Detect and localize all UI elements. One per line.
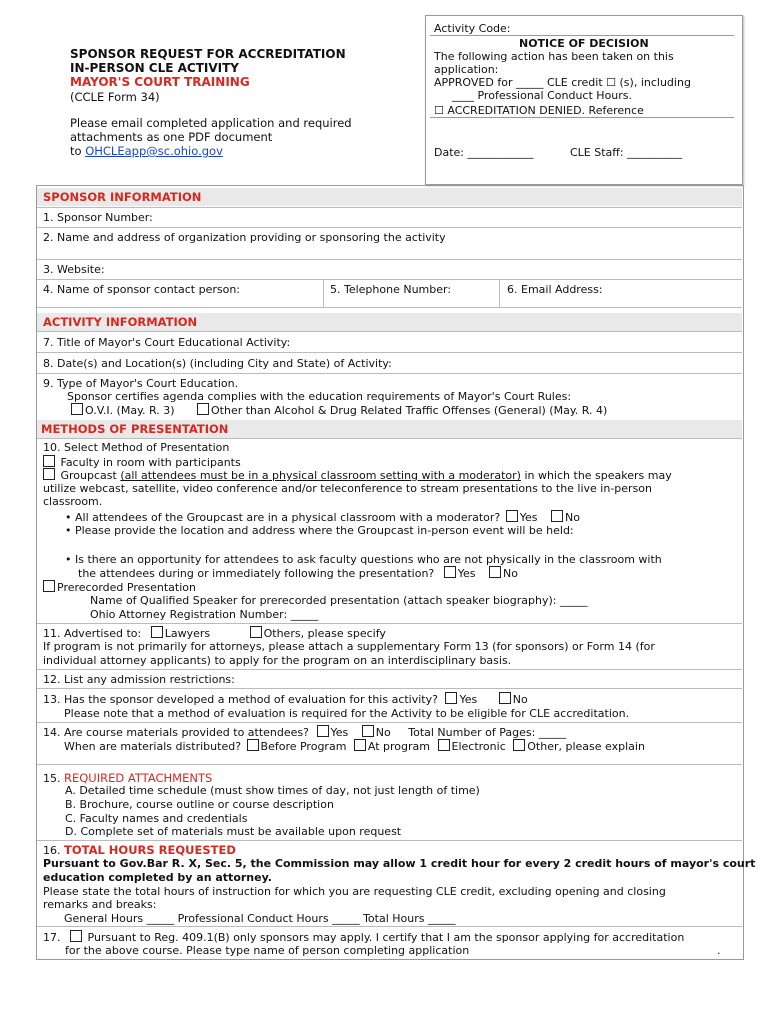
field-dates-locations[interactable]: 8. Date(s) and Location(s) (including City and State) of Activity:	[43, 357, 392, 370]
field-contact-person[interactable]: 4. Name of sponsor contact person:	[43, 283, 241, 296]
moderator-question-text: • All attendees of the Groupcast are in a physical classroom with a moderator?	[65, 511, 501, 524]
field-telephone[interactable]: 5. Telephone Number:	[330, 283, 452, 296]
faculty-questions-line-2	[78, 566, 518, 580]
groupcast-continued: in which the speakers may	[524, 469, 672, 482]
q11-advertised-to	[43, 626, 386, 640]
section-heading-total-hours: TOTAL HOURS REQUESTED	[64, 843, 236, 857]
groupcast-line-3: classroom.	[43, 495, 103, 508]
label-lawyers: Lawyers	[164, 627, 211, 640]
program-title: MAYOR'S COURT TRAINING	[70, 75, 250, 89]
section-heading-methods: METHODS OF PRESENTATION	[41, 422, 229, 436]
q14-materials	[43, 725, 566, 739]
label-other: Other, please explain	[527, 740, 645, 753]
label-groupcast: Groupcast	[60, 469, 117, 482]
attachment-c: C. Faculty names and credentials	[65, 812, 248, 825]
decision-date: Date: ____________	[434, 146, 534, 159]
label-no: No	[565, 511, 581, 524]
checkbox-groupcast[interactable]	[43, 468, 55, 480]
option-prerecorded[interactable]	[43, 580, 196, 594]
option-faculty-in-room[interactable]	[43, 455, 241, 469]
hours-note-line-2: remarks and breaks:	[43, 898, 157, 911]
instruction-line-1: Please email completed application and required	[70, 116, 352, 130]
section-heading-activity: ACTIVITY INFORMATION	[43, 315, 198, 329]
form-number: (CCLE Form 34)	[70, 90, 160, 104]
q16-number: 16.	[43, 844, 61, 857]
groupcast-moderator-question	[65, 510, 580, 524]
checkbox-other-offenses[interactable]	[197, 403, 209, 415]
certify-end: .	[717, 944, 721, 957]
certify-line-1: Pursuant to Reg. 409.1(B) only sponsors may apply. I certify that I am the sponsor applying for accreditation	[87, 931, 685, 944]
q17-certification	[43, 930, 684, 944]
attachment-a: A. Detailed time schedule (must show times of day, not just length of time)	[65, 784, 480, 797]
label-other-offenses: Other than Alcohol & Drug Related Traffic Offenses (General) (May. R. 4)	[211, 404, 608, 417]
q13-label: 13. Has the sponsor developed a method of evaluation for this activity?	[43, 693, 438, 706]
checkbox-certify[interactable]	[70, 930, 82, 942]
checkbox-others[interactable]	[250, 626, 262, 638]
label-yes: Yes	[330, 726, 349, 739]
checkbox-moderator-no[interactable]	[551, 510, 563, 522]
label-no: No	[512, 693, 528, 706]
q13-evaluation	[43, 692, 528, 706]
checkbox-questions-no[interactable]	[489, 566, 501, 578]
q11-note-line-1: If program is not primarily for attorneys, please attach a supplementary Form 13 (for sponsors) or Form 14 (for	[43, 640, 655, 653]
faculty-questions-text: the attendees during or immediately following the presentation?	[78, 567, 435, 580]
activity-code-label: Activity Code:	[434, 22, 511, 35]
field-sponsor-number[interactable]: 1. Sponsor Number:	[43, 211, 153, 224]
label-no: No	[375, 726, 391, 739]
groupcast-line-2: utilize webcast, satellite, video conference and/or teleconference to stream presentations to the live in-person	[43, 482, 653, 495]
q14-when-label: When are materials distributed?	[64, 740, 242, 753]
field-qualified-speaker[interactable]: Name of Qualified Speaker for prerecorded presentation (attach speaker biography): _____	[90, 594, 588, 607]
q9-education-type: 9. Type of Mayor's Court Education.	[43, 377, 239, 390]
q14-label: 14. Are course materials provided to attendees?	[43, 726, 309, 739]
q14-distribution	[64, 739, 645, 753]
checkbox-evaluation-no[interactable]	[499, 692, 511, 704]
label-before-program: Before Program	[260, 740, 347, 753]
field-organization-name[interactable]: 2. Name and address of organization providing or sponsoring the activity	[43, 231, 446, 244]
instruction-line-3	[70, 144, 223, 158]
groupcast-location-question[interactable]: • Please provide the location and address where the Groupcast in-person event will be held:	[65, 524, 574, 537]
label-yes: Yes	[519, 511, 538, 524]
hours-rule-line-1: Pursuant to Gov.Bar R. X, Sec. 5, the Commission may allow 1 credit hour for every 2 credit hours of mayor's court	[43, 857, 756, 870]
q15-number: 15.	[43, 772, 61, 785]
field-activity-title[interactable]: 7. Title of Mayor's Court Educational Activity:	[43, 336, 291, 349]
checkbox-ovi[interactable]	[71, 403, 83, 415]
checkbox-electronic[interactable]	[438, 739, 450, 751]
section-heading-attachments: REQUIRED ATTACHMENTS	[64, 771, 213, 785]
field-email[interactable]: 6. Email Address:	[507, 283, 603, 296]
decision-line-1: The following action has been taken on this	[434, 50, 674, 63]
decision-denied: ☐ ACCREDITATION DENIED. Reference	[434, 104, 644, 117]
label-electronic: Electronic	[451, 740, 506, 753]
decision-title: NOTICE OF DECISION	[519, 37, 649, 50]
hours-fields[interactable]: General Hours _____ Professional Conduct Hours _____ Total Hours _____	[64, 912, 456, 925]
label-faculty-in-room: Faculty in room with participants	[60, 456, 241, 469]
groupcast-requirement: (all attendees must be in a physical classroom setting with a moderator)	[120, 469, 521, 482]
checkbox-at-program[interactable]	[354, 739, 366, 751]
hours-rule-line-2: education completed by an attorney.	[43, 871, 272, 884]
label-at-program: At program	[367, 740, 431, 753]
q11-label: 11. Advertised to:	[43, 627, 142, 640]
label-prerecorded: Prerecorded Presentation	[57, 581, 196, 594]
checkbox-other[interactable]	[513, 739, 525, 751]
label-ovi: O.V.I. (May. R. 3)	[85, 404, 175, 417]
field-website[interactable]: 3. Website:	[43, 263, 105, 276]
checkbox-materials-yes[interactable]	[317, 725, 329, 737]
field-registration-number[interactable]: Ohio Attorney Registration Number: _____	[90, 608, 319, 621]
q9-option-other[interactable]	[197, 403, 607, 417]
form-title: SPONSOR REQUEST FOR ACCREDITATION	[70, 47, 346, 61]
hours-note-line-1: Please state the total hours of instruction for which you are requesting CLE credit, excluding opening and closing	[43, 885, 666, 898]
attachment-d: D. Complete set of materials must be available upon request	[65, 825, 402, 838]
q9-option-ovi[interactable]	[71, 403, 175, 417]
label-yes: Yes	[459, 693, 478, 706]
checkbox-lawyers[interactable]	[151, 626, 163, 638]
certify-line-2[interactable]: for the above course. Please type name of person completing application	[65, 944, 470, 957]
faculty-questions-line-1: • Is there an opportunity for attendees to ask faculty questions who are not physically in the classroom with	[65, 553, 662, 566]
checkbox-prerecorded[interactable]	[43, 580, 55, 592]
checkbox-before-program[interactable]	[247, 739, 259, 751]
field-admission-restrictions[interactable]: 12. List any admission restrictions:	[43, 673, 235, 686]
q9-note: Sponsor certifies agenda complies with the education requirements of Mayor's Court Rules:	[67, 390, 572, 403]
field-total-pages[interactable]: Total Number of Pages: _____	[408, 726, 567, 739]
option-groupcast[interactable]	[43, 468, 672, 482]
instruction-line-2: attachments as one PDF document	[70, 130, 273, 144]
q11-note-line-2: individual attorney applicants) to apply for the program on an interdisciplinary basis.	[43, 654, 512, 667]
decision-staff: CLE Staff: __________	[570, 146, 683, 159]
label-no: No	[503, 567, 519, 580]
instruction-to: to	[70, 144, 82, 158]
attachment-b: B. Brochure, course outline or course description	[65, 798, 334, 811]
q17-number: 17.	[43, 931, 61, 944]
checkbox-questions-yes[interactable]	[444, 566, 456, 578]
checkbox-faculty-in-room[interactable]	[43, 455, 55, 467]
label-others: Others, please specify	[263, 627, 386, 640]
email-link[interactable]: OHCLEapp@sc.ohio.gov	[85, 144, 223, 158]
label-yes: Yes	[457, 567, 476, 580]
form-subtitle: IN-PERSON CLE ACTIVITY	[70, 61, 239, 75]
checkbox-evaluation-yes[interactable]	[445, 692, 457, 704]
section-heading-sponsor: SPONSOR INFORMATION	[43, 190, 202, 204]
checkbox-materials-no[interactable]	[362, 725, 374, 737]
q13-note: Please note that a method of evaluation is required for the Activity to be eligible for CLE accreditation.	[64, 707, 630, 720]
decision-line-2: application:	[434, 63, 499, 76]
decision-conduct-hours: ____ Professional Conduct Hours.	[452, 89, 633, 102]
decision-approved: APPROVED for _____ CLE credit ☐ (s), including	[434, 76, 691, 89]
checkbox-moderator-yes[interactable]	[506, 510, 518, 522]
q10-label: 10. Select Method of Presentation	[43, 441, 230, 454]
q15-heading	[43, 771, 212, 785]
q16-heading	[43, 843, 236, 857]
